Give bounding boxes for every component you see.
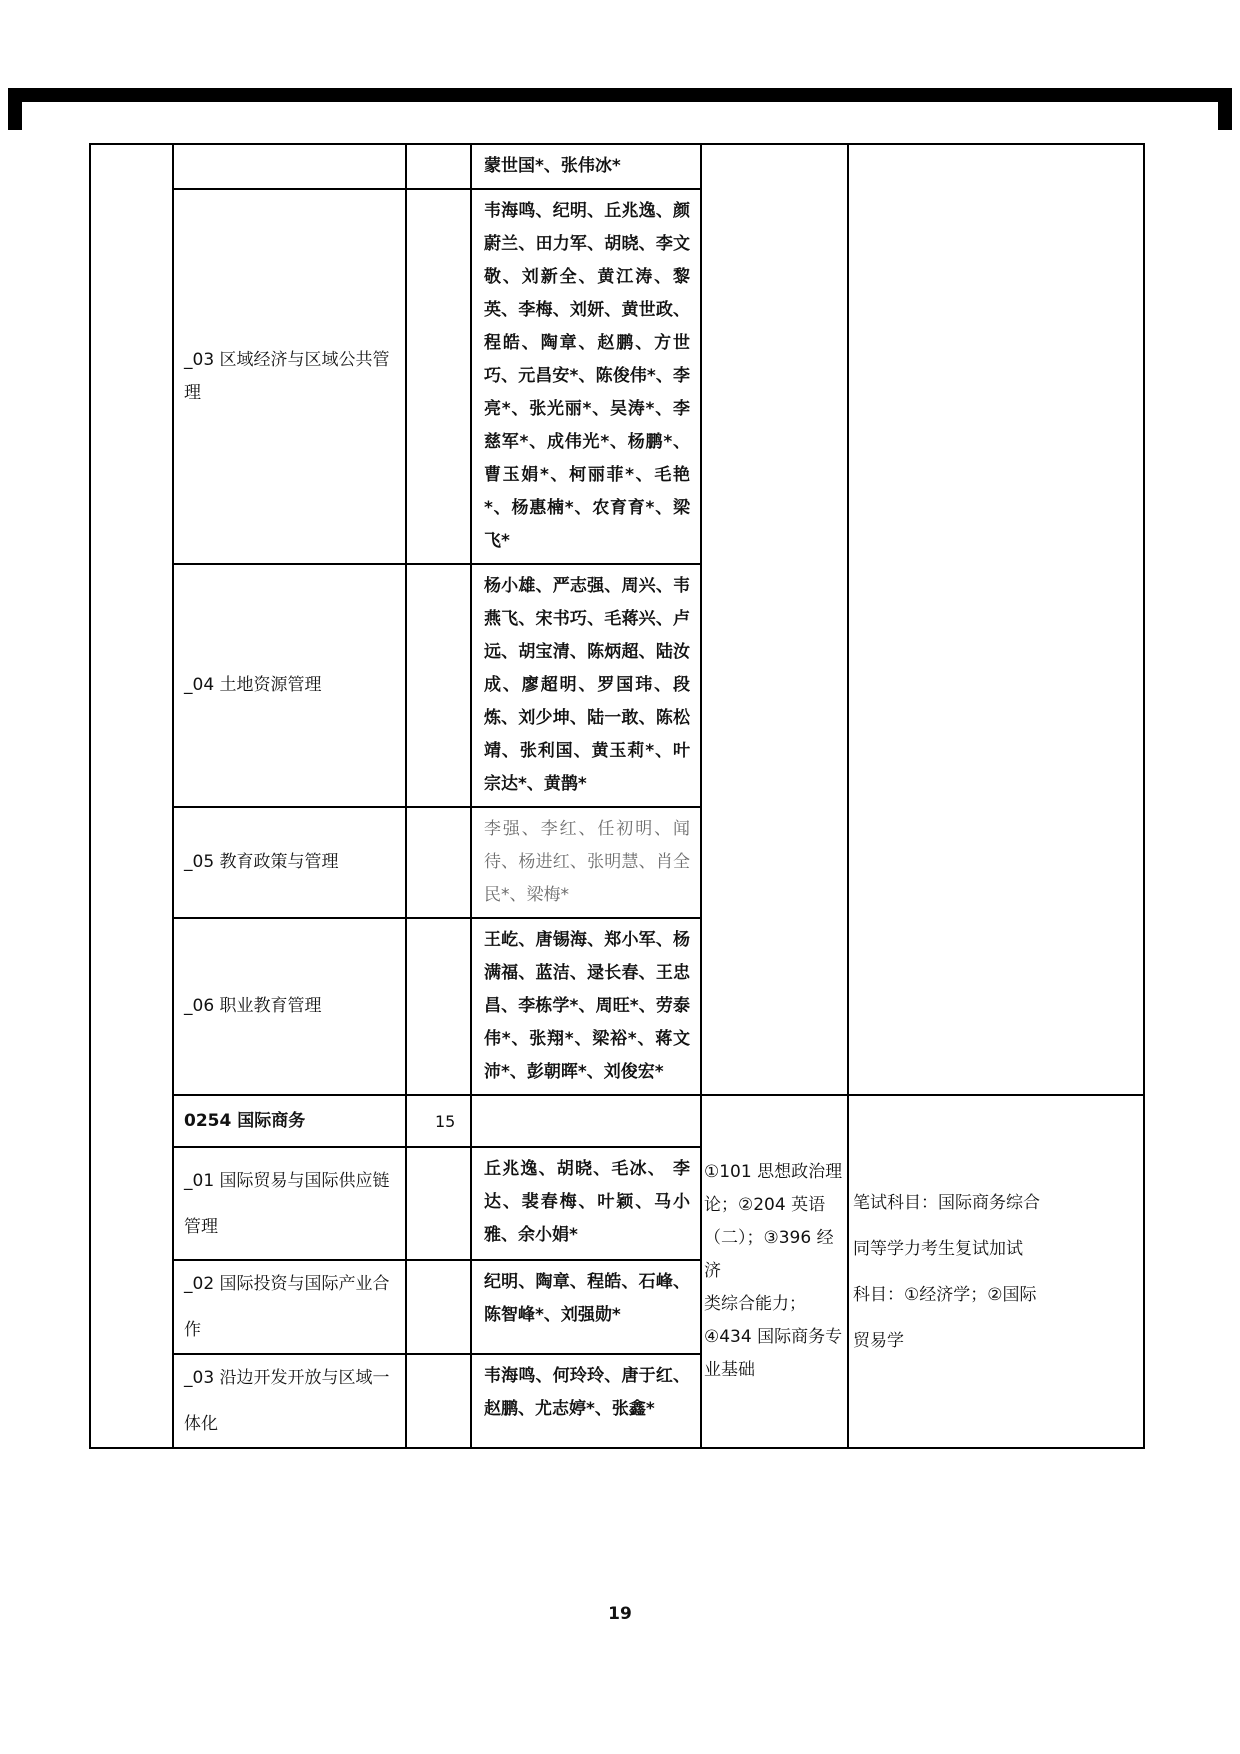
enrollment-cell: [406, 1354, 471, 1448]
tutors-text: 韦海鸣、纪明、丘兆逸、颜蔚兰、田力军、胡晓、李文敬、刘新全、黄江涛、黎英、李梅、刘妍、黄世政、程皓、陶章、赵鹏、方世巧、元昌安*、陈俊伟*、李亮*、张光丽*、吴涛*、李慈军*、成伟光*、杨鹏*、曹玉娟*、柯丽菲*、毛艳*、杨惠楠*、农育育*、梁飞*: [484, 201, 690, 551]
remarks-cell: [848, 1095, 1144, 1448]
header-rule-right-tick: [1218, 88, 1232, 130]
enrollment-cell: [406, 918, 471, 1095]
table-row: [90, 144, 1144, 189]
remark-line: 贸易学: [853, 1330, 904, 1351]
exam-subject-line: 论；②204 英语: [704, 1195, 826, 1215]
table-row: [90, 1095, 1144, 1147]
remark-line: 笔试科目：国际商务综合: [853, 1192, 1040, 1213]
exam-subject-line: 类综合能力；: [704, 1294, 806, 1314]
college-cell: [90, 144, 173, 1448]
major-title: 0254 国际商务: [184, 1110, 306, 1131]
tutors-cell: [471, 1147, 701, 1260]
page-number: 19: [608, 1604, 632, 1624]
direction-label: _03 区域经济与区域公共管理: [184, 349, 390, 403]
direction-label: _01 国际贸易与国际供应链管理: [184, 1170, 390, 1237]
direction-cell: [173, 564, 406, 807]
remark-line: 科目：①经济学；②国际: [853, 1284, 1037, 1305]
enrollment-cell: [406, 1095, 471, 1147]
direction-label: _04 土地资源管理: [184, 675, 322, 695]
tutors-cell: [471, 144, 701, 189]
direction-cell: [173, 807, 406, 918]
tutors-text: 杨小雄、严志强、周兴、韦燕飞、宋书巧、毛蒋兴、卢远、胡宝清、陈炳超、陆汝成、廖超明、罗国玮、段炼、刘少坤、陆一敢、陈松靖、张利国、黄玉莉*、叶宗达*、黄鹊*: [484, 576, 690, 794]
tutors-cell: [471, 1260, 701, 1354]
tutors-cell: [471, 918, 701, 1095]
tutors-cell: [471, 189, 701, 564]
enrollment-cell: [406, 144, 471, 189]
exam-subject-line: （二）；③396 经济: [704, 1228, 834, 1281]
direction-cell: [173, 1260, 406, 1354]
direction-cell: [173, 918, 406, 1095]
exam-subjects-cell: [701, 144, 848, 1095]
direction-label: _06 职业教育管理: [184, 996, 322, 1016]
enrollment-count: 15: [435, 1111, 456, 1131]
remark-line: 同等学力考生复试加试: [853, 1238, 1023, 1259]
direction-cell: [173, 144, 406, 189]
tutors-text: 李强、李红、任初明、闻待、杨进红、张明慧、肖全民*、梁梅*: [484, 819, 690, 905]
direction-cell: [173, 1354, 406, 1448]
direction-label: _03 沿边开发开放与区域一体化: [184, 1368, 390, 1434]
tutors-cell: [471, 1095, 701, 1147]
tutors-text: 王屹、唐锡海、郑小军、杨满福、蓝洁、逯长春、王忠昌、李栋学*、周旺*、劳泰伟*、张翔*、梁裕*、蒋文沛*、彭朝晖*、刘俊宏*: [484, 930, 690, 1082]
major-cell: [173, 1095, 406, 1147]
enrollment-cell: [406, 564, 471, 807]
tutors-text: 纪明、陶章、程皓、石峰、陈智峰*、刘强勋*: [484, 1272, 690, 1325]
tutors-text: 蒙世国*、张伟冰*: [484, 156, 621, 176]
header-rule-left-tick: [8, 88, 22, 130]
enrollment-cell: [406, 807, 471, 918]
exam-subjects-cell: [701, 1095, 848, 1448]
enrollment-cell: [406, 1147, 471, 1260]
enrollment-cell: [406, 1260, 471, 1354]
tutors-cell: [471, 1354, 701, 1448]
tutors-text: 丘兆逸、胡晓、毛冰、 李达、裴春梅、叶颖、马小雅、余小娟*: [484, 1159, 690, 1245]
direction-label: _02 国际投资与国际产业合作: [184, 1274, 390, 1340]
enrollment-table: [89, 143, 1145, 1449]
enrollment-cell: [406, 189, 471, 564]
header-rule: [8, 88, 1232, 102]
remarks-cell: [848, 144, 1144, 1095]
direction-label: _05 教育政策与管理: [184, 852, 339, 872]
tutors-text: 韦海鸣、何玲玲、唐于红、赵鹏、尤志婷*、张鑫*: [484, 1366, 690, 1419]
exam-subject-line: 业基础: [704, 1360, 755, 1380]
direction-cell: [173, 1147, 406, 1260]
direction-cell: [173, 189, 406, 564]
tutors-cell: [471, 807, 701, 918]
exam-subject-line: ①101 思想政治理: [704, 1162, 843, 1182]
exam-subject-line: ④434 国际商务专: [704, 1327, 843, 1347]
tutors-cell: [471, 564, 701, 807]
